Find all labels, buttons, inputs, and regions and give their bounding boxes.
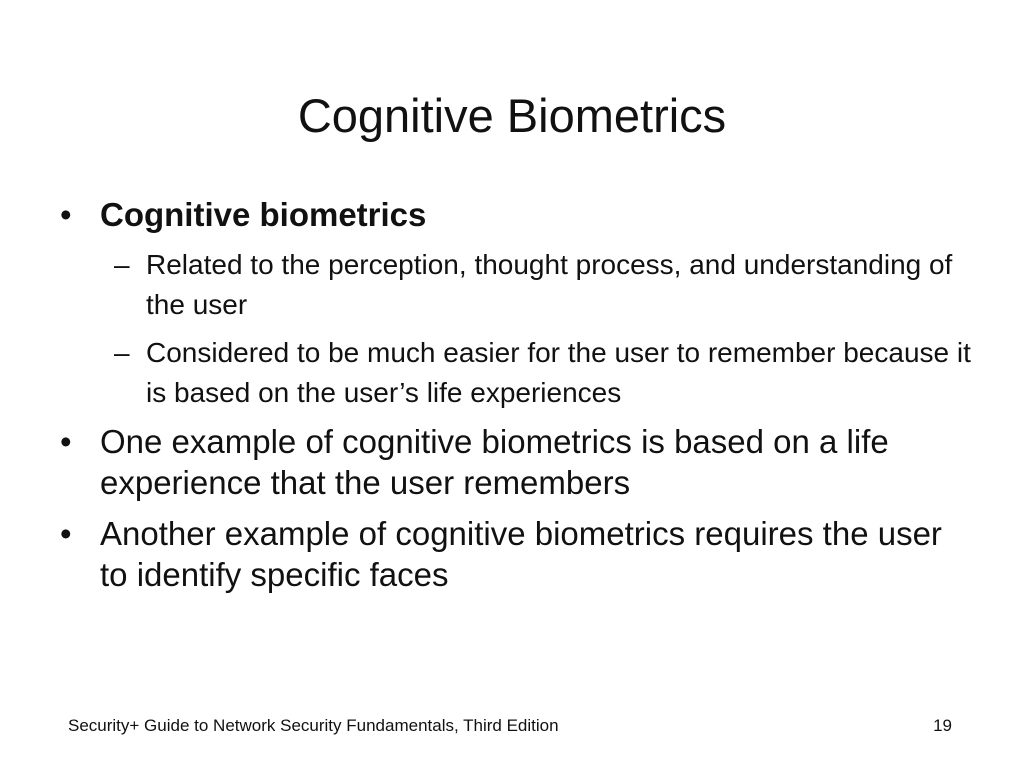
sub-bullet-text: Considered to be much easier for the user to remember because it is based on the user’s life experiences	[146, 337, 971, 408]
page-number: 19	[933, 716, 952, 735]
sub-bullet-item	[58, 333, 978, 413]
bullet-item	[58, 194, 978, 235]
slide-title: Cognitive Biometrics	[297, 89, 727, 142]
sub-bullet-marker: –	[114, 249, 130, 280]
slide-footer: Security+ Guide to Network Security Fundamentals, Third Edition	[68, 716, 559, 735]
bullet-text: Another example of cognitive biometrics requires the user to identify specific faces	[100, 515, 942, 593]
bullet-text: One example of cognitive biometrics is based on a life experience that the user remembers	[100, 423, 889, 501]
sub-bullet-text: Related to the perception, thought process, and understanding of the user	[146, 249, 953, 320]
bullet-marker: •	[60, 423, 72, 460]
bullet-text: Cognitive biometrics	[100, 196, 427, 233]
bullet-marker: •	[60, 196, 72, 233]
bullet-item	[58, 421, 978, 503]
slide-content	[58, 194, 978, 605]
sub-bullet-item	[58, 245, 978, 325]
bullet-marker: •	[60, 515, 72, 552]
sub-bullet-marker: –	[114, 337, 130, 368]
bullet-item	[58, 513, 978, 595]
